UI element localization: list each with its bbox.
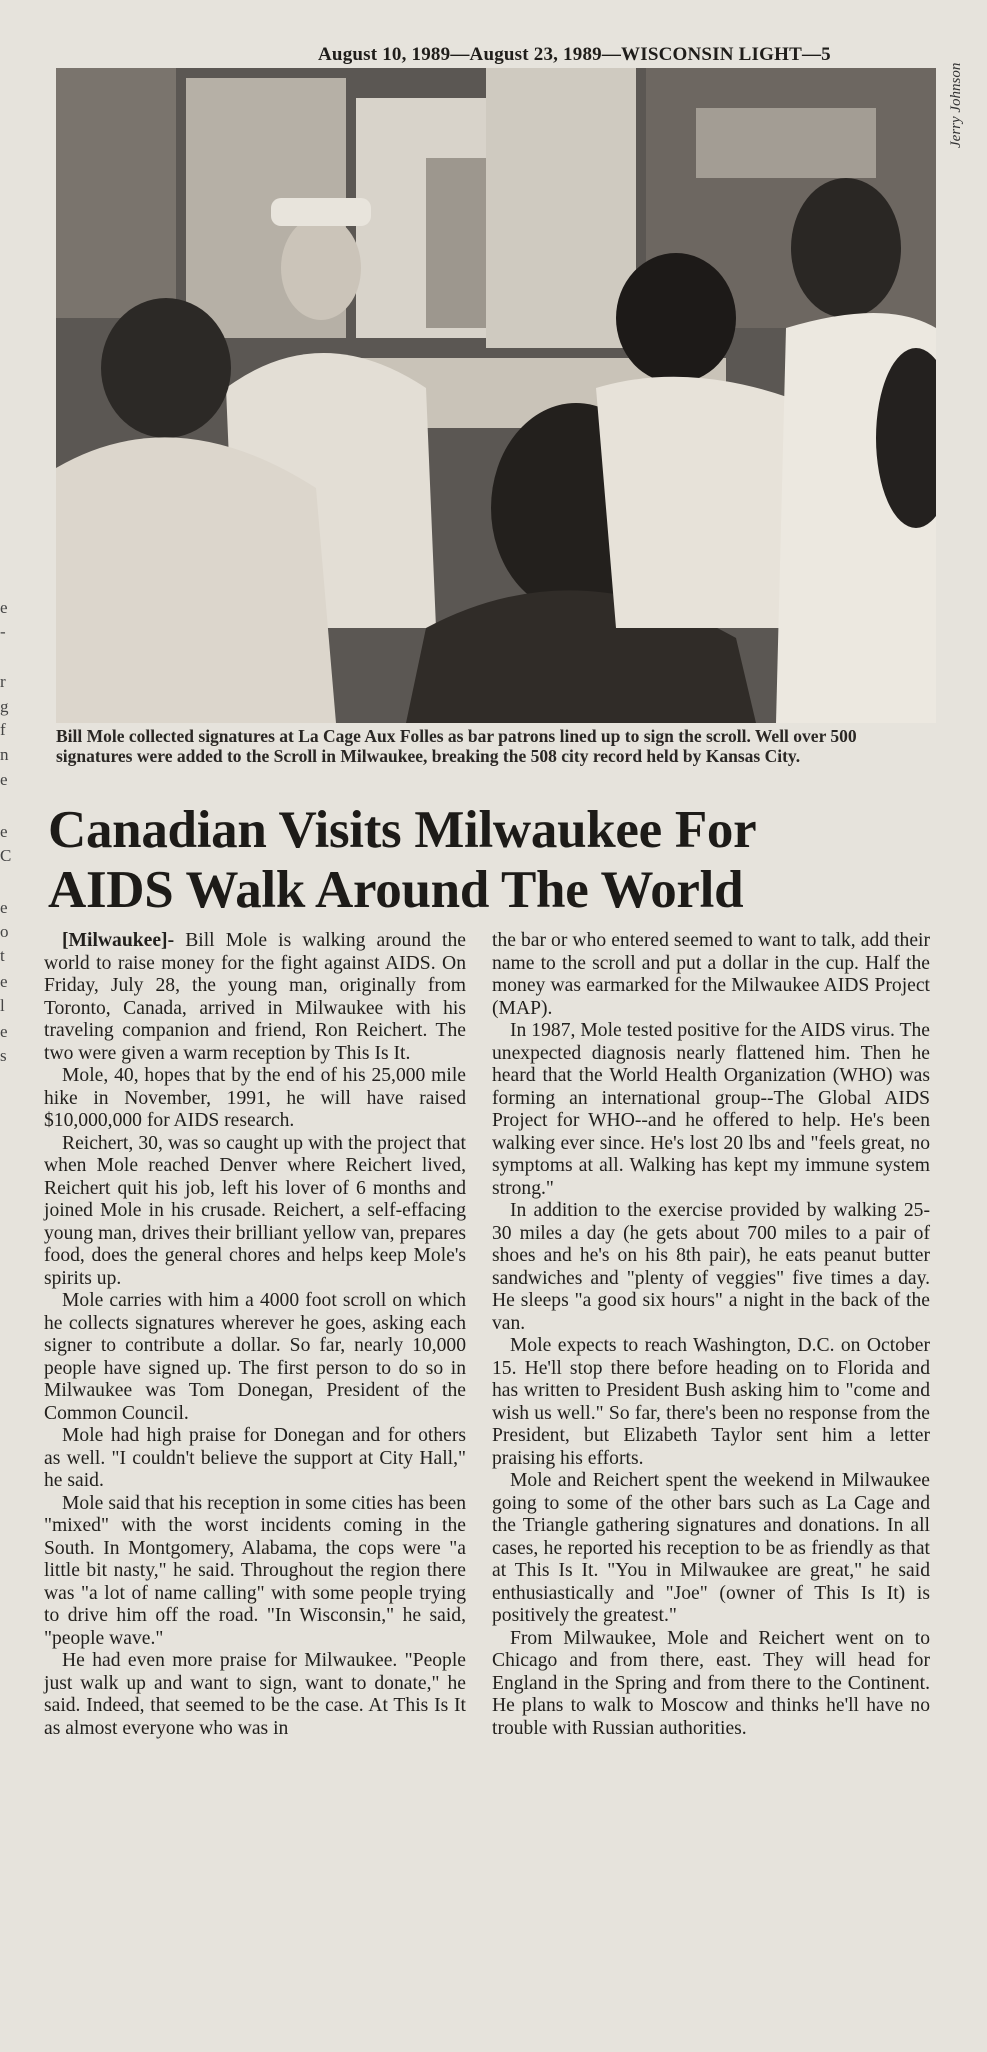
page-header: August 10, 1989—August 23, 1989—WISCONSIN LIGHT—5 xyxy=(318,44,831,65)
article-paragraph: Mole had high praise for Donegan and for others as well. "I couldn't believe the support at City Hall," he said. xyxy=(44,1425,466,1491)
edge-letter: - xyxy=(0,622,6,641)
edge-letter: l xyxy=(0,996,5,1015)
headline-line-2: AIDS Walk Around The World xyxy=(48,861,744,919)
edge-letter: e xyxy=(0,972,8,991)
edge-letter: C xyxy=(0,846,12,865)
article-paragraph: He had even more praise for Milwaukee. "People just walk up and want to sign, want to donate," he said. Indeed, that seemed to be the case. At This Is It as almost everyone who was in xyxy=(44,1650,466,1739)
edge-letter: e xyxy=(0,1022,8,1041)
edge-letter: t xyxy=(0,946,5,965)
edge-letter: s xyxy=(0,1046,7,1065)
article-paragraph: Reichert, 30, was so caught up with the project that when Mole reached Denver where Reichert lived, Reichert quit his job, left his lover of 6 months and joined Mole in his crusade. Reichert, a self-effacing young man, drives their brilliant yellow van, prepares food, does the general chores and helps keep Mole's spirits up. xyxy=(44,1132,466,1289)
edge-letter: e xyxy=(0,898,8,917)
edge-letter: r xyxy=(0,672,6,691)
article-column-left xyxy=(44,930,466,1740)
edge-letter: e xyxy=(0,822,8,841)
photo-caption: Bill Mole collected signatures at La Cage Aux Folles as bar patrons lined up to sign the scroll. Well over 500 signatures were added to the Scroll in Milwaukee, breaking the 508 city record held by Kansas City. xyxy=(56,726,857,766)
article-paragraph: Mole, 40, hopes that by the end of his 25,000 mile hike in November, 1991, he will have raised $10,000,000 for AIDS research. xyxy=(44,1065,466,1131)
article-paragraph: Mole and Reichert spent the weekend in Milwaukee going to some of the other bars such as La Cage and the Triangle gathering signatures and donations. In all cases, he reported his reception to be as friendly as that at This Is It. "You in Milwaukee are great," he said enthusiastically and "Joe" (owner of This Is It) is positively the greatest." xyxy=(492,1470,930,1626)
edge-letter: g xyxy=(0,697,9,716)
article-paragraph: the bar or who entered seemed to want to talk, add their name to the scroll and put a dollar in the cup. Half the money was earmarked for the Milwaukee AIDS Project (MAP). xyxy=(492,930,930,1019)
dateline: [Milwaukee]- xyxy=(62,930,175,951)
edge-letter: e xyxy=(0,770,8,789)
edge-letter: e xyxy=(0,598,8,617)
headline xyxy=(48,800,948,920)
photo-credit: Jerry Johnson xyxy=(948,62,964,148)
news-photo xyxy=(56,68,936,723)
edge-letter: f xyxy=(0,720,6,739)
article-column-right xyxy=(492,930,930,1740)
article-paragraph: In addition to the exercise provided by walking 25-30 miles a day (he gets about 700 miles to a pair of shoes and he's on his 8th pair), he eats peanut butter sandwiches and "plenty of veggies" five times a day. He sleeps "a good six hours" a night in the back of the van. xyxy=(492,1200,930,1334)
article-paragraph: [Milwaukee]- Bill Mole is walking around the world to raise money for the fight against AIDS. On Friday, July 28, the young man, originally from Toronto, Canada, arrived in Milwaukee with his traveling companion and friend, Ron Reichert. The two were given a warm reception by This Is It. xyxy=(44,930,466,1064)
bar-patrons-photo xyxy=(56,68,936,723)
edge-letter: o xyxy=(0,922,9,941)
edge-letter: n xyxy=(0,745,9,764)
headline-line-1: Canadian Visits Milwaukee For xyxy=(48,801,757,859)
article-paragraph: Mole said that his reception in some cities has been "mixed" with the worst incidents coming in the South. In Montgomery, Alabama, the cops were "a little bit nasty," he said. Throughout the region there was "a lot of name calling" with some people trying to drive him off the road. "In Wisconsin," he said, "people wave." xyxy=(44,1492,466,1649)
article-paragraph: Mole carries with him a 4000 foot scroll on which he collects signatures wherever he goes, asking each signer to contribute a dollar. So far, nearly 10,000 people have signed up. The first person to do so in Milwaukee was Tom Donegan, President of the Common Council. xyxy=(44,1290,466,1424)
article-paragraph: Mole expects to reach Washington, D.C. on October 15. He'll stop there before heading on to Florida and has written to President Bush asking him to "come and wish us well." So far, there's been no response from the President, but Elizabeth Taylor sent him a letter praising his efforts. xyxy=(492,1335,930,1469)
article-paragraph: From Milwaukee, Mole and Reichert went on to Chicago and from there, east. They will head for England in the Spring and from there to the Continent. He plans to walk to Moscow and thinks he'll have no trouble with Russian authorities. xyxy=(492,1627,930,1739)
article-paragraph: In 1987, Mole tested positive for the AIDS virus. The unexpected diagnosis nearly flattened him. Then he heard that the World Health Organization (WHO) was forming an international group--The Global AIDS Project for WHO--and he offered to help. He's been walking ever since. He's lost 20 lbs and "feels great, no symptoms at all. Walking has kept my immune system strong." xyxy=(492,1020,930,1199)
